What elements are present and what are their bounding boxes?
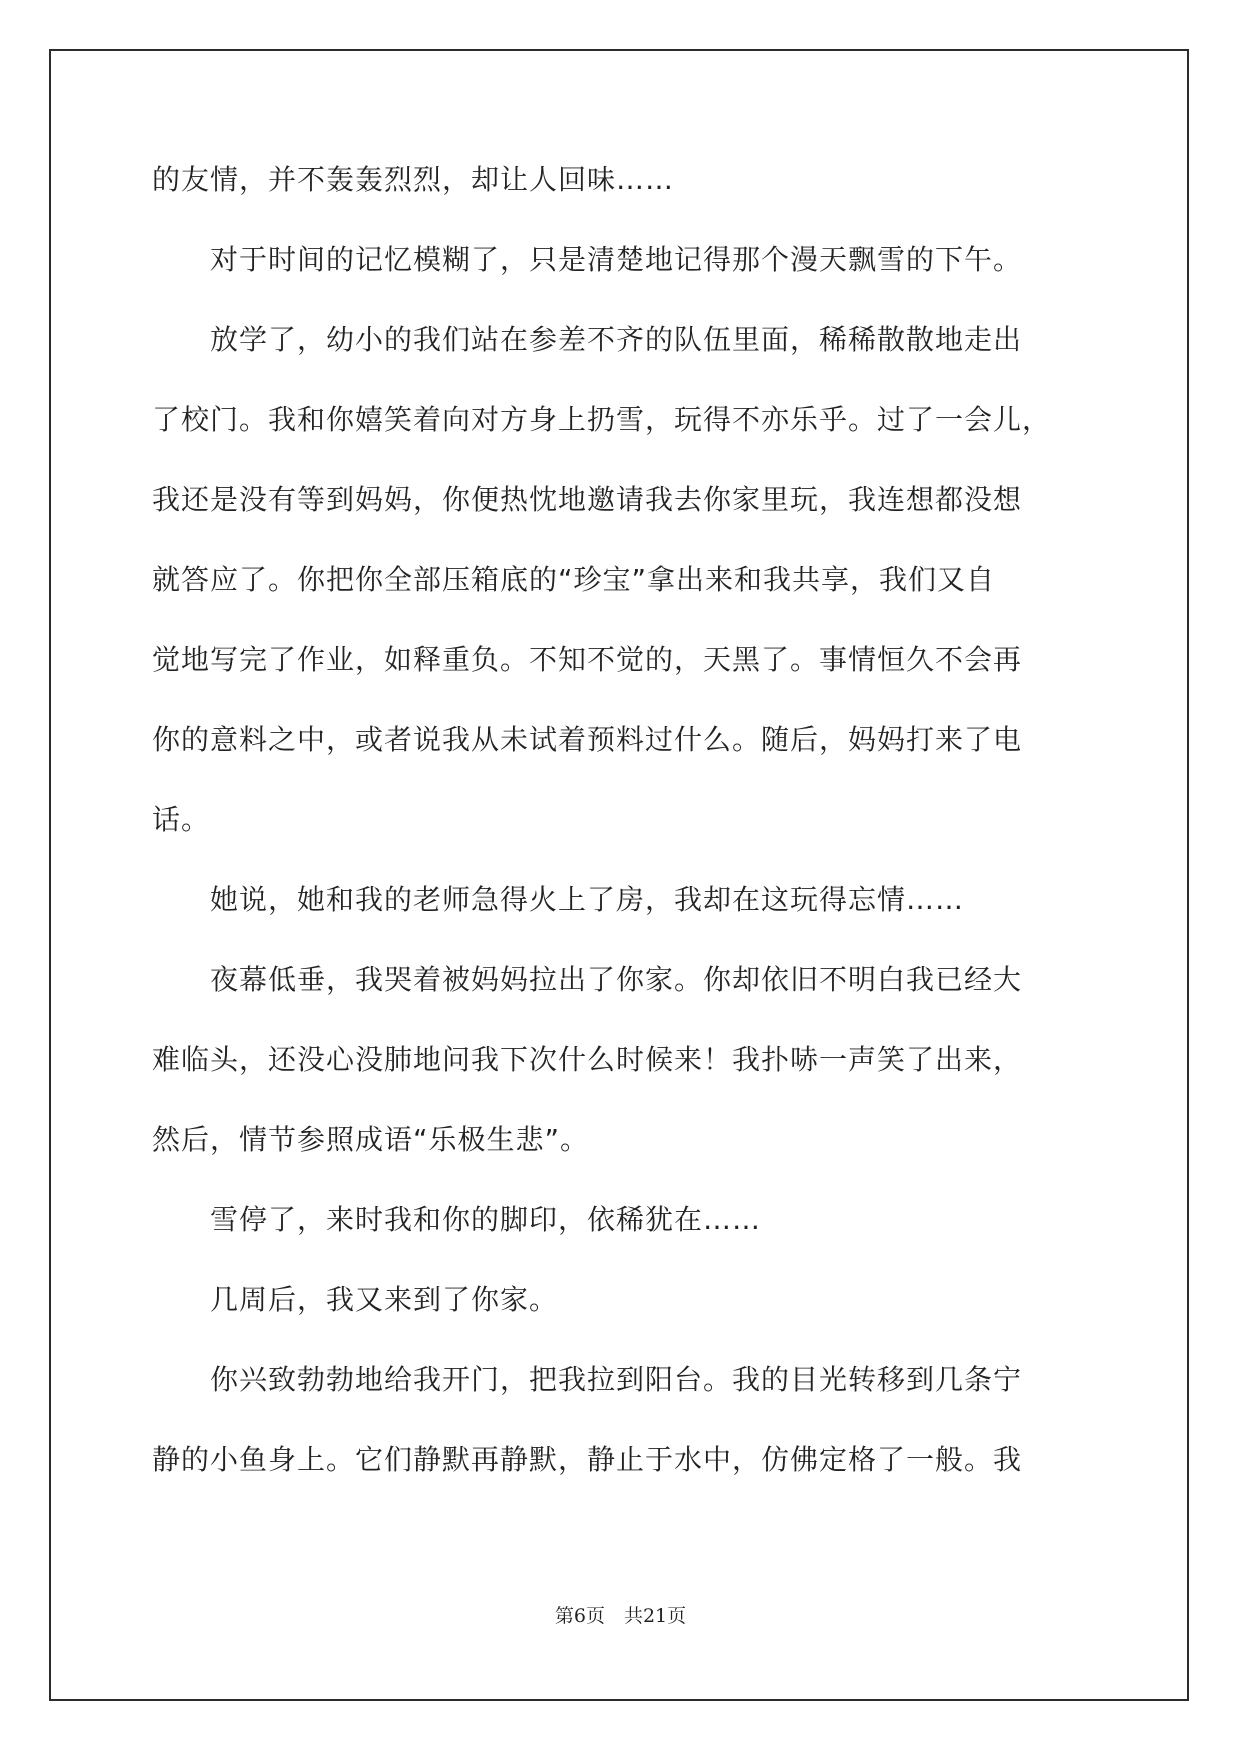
text-line: 几周后，我又来到了你家。 — [152, 1283, 559, 1316]
page-number-footer: 第6页 共21页 — [554, 1605, 687, 1627]
text-line: 她说，她和我的老师急得火上了房，我却在这玩得忘情…… — [152, 883, 965, 916]
text-line: 你兴致勃勃地给我开门，把我拉到阳台。我的目光转移到几条宁 — [152, 1363, 1023, 1396]
text-line: 夜幕低垂，我哭着被妈妈拉出了你家。你却依旧不明白我已经大 — [152, 963, 1023, 996]
text-line: 静的小鱼身上。它们静默再静默，静止于水中，仿佛定格了一般。我 — [152, 1443, 1023, 1476]
text-line: 我还是没有等到妈妈，你便热忱地邀请我去你家里玩，我连想都没想 — [152, 483, 1023, 516]
text-line: 的友情，并不轰轰烈烈，却让人回味…… — [152, 163, 675, 196]
text-line: 就答应了。你把你全部压箱底的“珍宝”拿出来和我共享，我们又自 — [152, 563, 996, 596]
text-line: 难临头，还没心没肺地问我下次什么时候来！我扑哧一声笑了出来， — [152, 1043, 1023, 1076]
text-line: 话。 — [152, 803, 211, 836]
text-line: 雪停了，来时我和你的脚印，依稀犹在…… — [152, 1203, 762, 1236]
text-line: 对于时间的记忆模糊了，只是清楚地记得那个漫天飘雪的下午。 — [152, 243, 1023, 276]
document-body — [152, 160, 1092, 1520]
text-line: 觉地写完了作业，如释重负。不知不觉的，天黑了。事情恒久不会再 — [152, 643, 1023, 676]
text-line: 你的意料之中，或者说我从未试着预料过什么。随后，妈妈打来了电 — [152, 723, 1023, 756]
text-line: 了校门。我和你嬉笑着向对方身上扔雪，玩得不亦乐乎。过了一会儿， — [152, 403, 1052, 436]
text-line: 然后，情节参照成语“乐极生悲”。 — [152, 1123, 590, 1156]
text-line: 放学了，幼小的我们站在参差不齐的队伍里面，稀稀散散地走出 — [152, 323, 1023, 356]
